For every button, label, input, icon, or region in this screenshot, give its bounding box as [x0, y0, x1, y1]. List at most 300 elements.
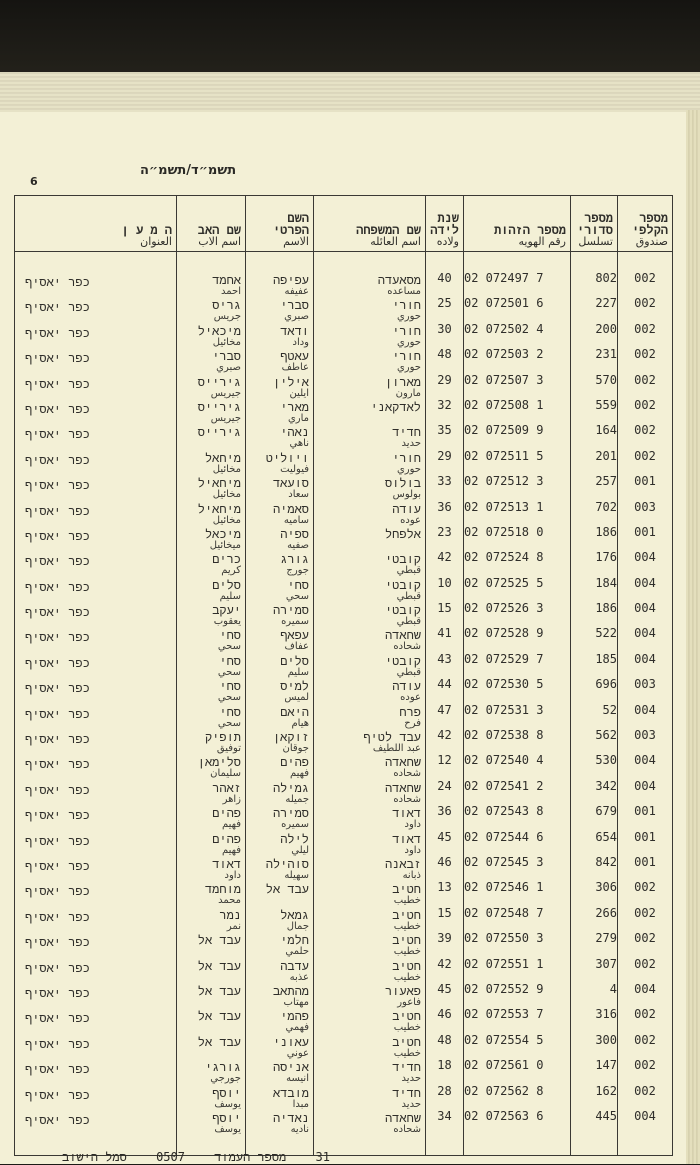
footer-column-label: מספר העמוד	[214, 1150, 287, 1164]
father-name-arabic: سليمان	[210, 768, 241, 780]
column-header-id	[464, 196, 571, 252]
first-name-cell	[246, 1008, 314, 1033]
table-row	[15, 577, 673, 602]
first-name-cell	[246, 983, 314, 1008]
birth-year-cell: 41	[426, 627, 464, 652]
address-cell	[15, 983, 177, 1008]
address-cell	[15, 501, 177, 526]
father-name-cell	[177, 475, 246, 500]
father-name-cell	[177, 424, 246, 449]
birth-year-cell: 36	[426, 805, 464, 830]
empty-cell	[426, 1135, 464, 1156]
family-name-cell	[314, 881, 426, 906]
father-name-hebrew: יוסף	[212, 1110, 241, 1125]
father-name-arabic: صبري	[216, 362, 241, 374]
father-name-cell	[177, 1059, 246, 1084]
family-name-cell	[314, 1008, 426, 1033]
father-name-hebrew: כרים	[212, 552, 241, 567]
address-cell	[15, 1008, 177, 1033]
table-row	[15, 932, 673, 957]
birth-year-cell: 48	[426, 348, 464, 373]
family-name-arabic: خطيب	[393, 971, 421, 983]
first-name-arabic: وداد	[292, 336, 309, 348]
family-name-cell	[314, 551, 426, 576]
birth-year-cell: 25	[426, 297, 464, 322]
address-text: כפר יאסיף	[25, 1087, 90, 1102]
first-name-arabic: لميس	[284, 692, 309, 704]
father-name-hebrew: סחי	[219, 653, 241, 668]
first-name-arabic: ناهي	[289, 438, 309, 450]
family-name-cell	[314, 754, 426, 779]
ballot-cell: 002	[618, 374, 673, 399]
id-number-cell: 02 072529 7	[464, 653, 571, 678]
family-name-cell	[314, 399, 426, 424]
birth-year-cell: 43	[426, 653, 464, 678]
address-cell	[15, 526, 177, 551]
address-text: כפר יאסיף	[25, 1036, 90, 1051]
table-row	[15, 704, 673, 729]
father-name-cell	[177, 780, 246, 805]
first-name-hebrew: לילה	[280, 831, 309, 846]
table-row	[15, 374, 673, 399]
birth-year-cell: 15	[426, 907, 464, 932]
first-name-hebrew: עאטף	[280, 349, 309, 364]
father-name-cell	[177, 983, 246, 1008]
address-cell	[15, 704, 177, 729]
id-number-cell: 02 072528 9	[464, 627, 571, 652]
father-name-cell	[177, 729, 246, 754]
address-cell	[15, 374, 177, 399]
family-name-arabic: حوري	[396, 463, 421, 475]
table-row	[15, 831, 673, 856]
first-name-arabic: صفيه	[287, 539, 309, 551]
father-name-cell	[177, 323, 246, 348]
family-name-cell	[314, 1110, 426, 1135]
first-name-cell	[246, 272, 314, 297]
father-name-cell	[177, 881, 246, 906]
serial-cell: 562	[571, 729, 618, 754]
serial-cell: 186	[571, 602, 618, 627]
column-header-arabic: تسلسل	[578, 235, 613, 248]
serial-cell: 201	[571, 450, 618, 475]
father-name-hebrew: גירייס	[197, 374, 241, 389]
first-name-arabic: مبدا	[292, 1098, 309, 1110]
table-row	[15, 856, 673, 881]
address-cell	[15, 1085, 177, 1110]
first-name-cell	[246, 526, 314, 551]
id-number-cell: 02 072530 5	[464, 678, 571, 703]
address-cell	[15, 627, 177, 652]
first-name-cell	[246, 729, 314, 754]
address-text: כפר יאסיף	[25, 985, 90, 1000]
father-name-cell	[177, 754, 246, 779]
address-cell	[15, 958, 177, 983]
address-cell	[15, 272, 177, 297]
serial-cell: 307	[571, 958, 618, 983]
first-name-hebrew: סחי	[287, 577, 309, 592]
father-name-hebrew: פהים	[212, 831, 241, 846]
first-name-cell	[246, 653, 314, 678]
address-text: כפר יאסיף	[25, 376, 90, 391]
id-number-cell: 02 072548 7	[464, 907, 571, 932]
family-name-arabic: عوده	[400, 514, 421, 526]
id-number-cell: 02 072550 3	[464, 932, 571, 957]
father-name-hebrew: דאוד	[212, 856, 241, 871]
column-header-hebrew: שם האב	[197, 223, 241, 237]
serial-cell: 342	[571, 780, 618, 805]
address-cell	[15, 475, 177, 500]
father-name-hebrew: פהים	[212, 806, 241, 821]
serial-cell: 842	[571, 856, 618, 881]
birth-year-cell: 33	[426, 475, 464, 500]
father-name-cell	[177, 932, 246, 957]
birth-year-cell: 42	[426, 958, 464, 983]
address-text: כפר יאסיף	[25, 554, 90, 569]
empty-cell	[618, 1135, 673, 1156]
father-name-arabic: مخائيل	[212, 514, 241, 526]
column-header-arabic: صندوق	[635, 235, 668, 248]
ballot-cell: 004	[618, 551, 673, 576]
address-cell	[15, 881, 177, 906]
father-name-hebrew: תופיק	[204, 730, 241, 745]
address-text: כפר יאסיף	[25, 655, 90, 670]
first-name-hebrew: עבד אל	[265, 882, 309, 897]
father-name-arabic: نمر	[226, 920, 241, 932]
ballot-cell: 002	[618, 1085, 673, 1110]
first-name-arabic: سهيله	[284, 869, 309, 881]
address-cell	[15, 856, 177, 881]
ballot-cell: 002	[618, 932, 673, 957]
address-text: כפר יאסיף	[25, 757, 90, 772]
id-number-cell: 02 072538 8	[464, 729, 571, 754]
father-name-hebrew: גורגי	[204, 1060, 241, 1075]
ballot-cell: 002	[618, 1034, 673, 1059]
first-name-arabic: ساميه	[283, 514, 309, 526]
father-name-cell	[177, 805, 246, 830]
family-name-hebrew: חטיב	[392, 1034, 421, 1049]
father-name-hebrew: אחמד	[212, 273, 241, 287]
address-text: כפר יאסיף	[25, 478, 90, 493]
first-name-arabic: جوقان	[282, 743, 309, 755]
serial-cell: 200	[571, 323, 618, 348]
address-cell	[15, 678, 177, 703]
birth-year-cell: 32	[426, 399, 464, 424]
first-name-arabic: ماري	[287, 412, 309, 424]
father-name-arabic: سحي	[217, 692, 241, 704]
first-name-arabic: عفاف	[284, 641, 309, 653]
column-header-arabic: رقم الهويه	[518, 235, 566, 248]
father-name-arabic: توفيق	[216, 743, 241, 755]
address-cell	[15, 450, 177, 475]
id-number-cell: 02 072551 1	[464, 958, 571, 983]
birth-year-cell: 34	[426, 1110, 464, 1135]
family-name-hebrew: עבד לטיף	[363, 730, 421, 745]
column-header-ballot	[618, 196, 673, 252]
family-name-cell	[314, 602, 426, 627]
father-name-arabic: يوسف	[214, 1098, 241, 1110]
first-name-arabic: هيام	[291, 717, 309, 729]
father-name-arabic: مخائيل	[212, 489, 241, 501]
father-name-cell	[177, 907, 246, 932]
empty-cell	[314, 1135, 426, 1156]
family-name-cell	[314, 704, 426, 729]
table-row	[15, 526, 673, 551]
father-name-arabic: كريم	[221, 565, 241, 577]
column-header-father	[177, 196, 246, 252]
first-name-arabic: فيوليت	[280, 463, 309, 475]
father-name-cell	[177, 551, 246, 576]
first-name-cell	[246, 831, 314, 856]
ballot-cell: 004	[618, 754, 673, 779]
address-cell	[15, 754, 177, 779]
column-header-arabic: العنوان	[140, 235, 172, 248]
ballot-cell: 004	[618, 1110, 673, 1135]
address-cell	[15, 932, 177, 957]
family-name-cell	[314, 501, 426, 526]
serial-cell: 679	[571, 805, 618, 830]
father-name-arabic: مخائيل	[212, 336, 241, 348]
first-name-hebrew: ספיה	[280, 526, 309, 541]
ballot-cell: 002	[618, 323, 673, 348]
father-name-arabic: سليم	[219, 590, 241, 602]
family-name-cell	[314, 323, 426, 348]
family-name-hebrew: עודה	[392, 501, 421, 516]
id-number-cell: 02 072554 5	[464, 1034, 571, 1059]
serial-cell: 162	[571, 1085, 618, 1110]
father-name-arabic: زاهر	[222, 793, 241, 805]
first-name-cell	[246, 1034, 314, 1059]
family-name-arabic: قبطي	[396, 590, 421, 602]
family-name-cell	[314, 678, 426, 703]
family-name-arabic: خطيب	[393, 1022, 421, 1034]
family-name-cell	[314, 780, 426, 805]
family-name-cell	[314, 1085, 426, 1110]
family-name-hebrew: חורי	[392, 298, 421, 313]
table-row	[15, 881, 673, 906]
family-name-cell	[314, 627, 426, 652]
first-name-arabic: سعاد	[288, 489, 309, 501]
first-name-cell	[246, 856, 314, 881]
address-text: כפר יאסיף	[25, 630, 90, 645]
serial-cell: 300	[571, 1034, 618, 1059]
birth-year-cell: 46	[426, 856, 464, 881]
father-name-cell	[177, 831, 246, 856]
id-number-cell: 02 072497 7	[464, 272, 571, 297]
page-title: תשמ״ד/תשמ״ה	[140, 163, 237, 178]
family-name-hebrew: פאעור	[384, 983, 421, 998]
serial-cell: 802	[571, 272, 618, 297]
address-text: כפר יאסיף	[25, 884, 90, 899]
family-name-hebrew: חטיב	[392, 958, 421, 973]
address-text: כפר יאסיף	[25, 579, 90, 594]
first-name-cell	[246, 475, 314, 500]
first-name-arabic: حلمي	[285, 946, 309, 958]
id-number-cell: 02 072540 4	[464, 754, 571, 779]
first-name-hebrew: גמאל	[280, 907, 309, 922]
serial-cell: 306	[571, 881, 618, 906]
serial-cell: 231	[571, 348, 618, 373]
table-row	[15, 501, 673, 526]
first-name-hebrew: מהתאב	[272, 983, 309, 998]
address-text: כפר יאסיף	[25, 732, 90, 747]
serial-cell: 530	[571, 754, 618, 779]
family-name-cell	[314, 450, 426, 475]
family-name-cell	[314, 831, 426, 856]
column-header-first	[246, 196, 314, 252]
book-page-edge	[686, 110, 700, 1164]
first-name-cell	[246, 881, 314, 906]
ballot-cell: 004	[618, 983, 673, 1008]
column-header-hebrew: מספר סדורי	[576, 211, 613, 237]
address-cell	[15, 780, 177, 805]
address-text: כפר יאסיף	[25, 503, 90, 518]
table-row	[15, 551, 673, 576]
address-text: כפר יאסיף	[25, 909, 90, 924]
father-name-arabic: جورجي	[210, 1073, 241, 1085]
father-name-hebrew: עבד אל	[197, 933, 241, 948]
first-name-cell	[246, 780, 314, 805]
father-name-cell	[177, 653, 246, 678]
ballot-cell: 003	[618, 729, 673, 754]
family-name-arabic: شحاده	[393, 793, 421, 805]
family-name-arabic: حديد	[401, 438, 421, 450]
first-name-hebrew: סמירה	[272, 806, 309, 821]
ballot-cell: 004	[618, 627, 673, 652]
father-name-hebrew: יוסף	[212, 1085, 241, 1100]
column-header-hebrew: שנת לידה	[430, 211, 459, 237]
serial-cell: 4	[571, 983, 618, 1008]
id-number-cell: 02 072563 6	[464, 1110, 571, 1135]
family-name-cell	[314, 983, 426, 1008]
family-name-arabic: مارون	[395, 387, 421, 399]
family-name-cell	[314, 526, 426, 551]
first-name-hebrew: חלמי	[280, 933, 309, 948]
family-name-arabic: حديد	[401, 1073, 421, 1085]
column-header-family	[314, 196, 426, 252]
family-name-hebrew: בולוס	[384, 476, 421, 491]
family-name-cell	[314, 475, 426, 500]
table-row	[15, 805, 673, 830]
family-name-arabic: داود	[404, 819, 421, 831]
serial-cell: 654	[571, 831, 618, 856]
address-cell	[15, 1110, 177, 1135]
address-cell	[15, 1059, 177, 1084]
serial-cell: 522	[571, 627, 618, 652]
father-name-hebrew: עבד אל	[197, 1009, 241, 1024]
id-number-cell: 02 072513 1	[464, 501, 571, 526]
first-name-cell	[246, 1110, 314, 1135]
first-name-hebrew: ויוליט	[265, 450, 309, 465]
table-row	[15, 1008, 673, 1033]
id-number-cell: 02 072524 8	[464, 551, 571, 576]
ballot-cell: 002	[618, 399, 673, 424]
father-name-cell	[177, 399, 246, 424]
serial-cell: 696	[571, 678, 618, 703]
serial-cell: 266	[571, 907, 618, 932]
id-number-cell: 02 072553 7	[464, 1008, 571, 1033]
serial-cell: 184	[571, 577, 618, 602]
family-name-cell	[314, 958, 426, 983]
father-name-hebrew: עבד אל	[197, 1034, 241, 1049]
family-name-hebrew: זבאנה	[384, 856, 421, 871]
family-name-cell	[314, 1034, 426, 1059]
father-name-hebrew: סלים	[212, 577, 241, 592]
first-name-cell	[246, 678, 314, 703]
birth-year-cell: 45	[426, 983, 464, 1008]
family-name-cell	[314, 348, 426, 373]
ballot-cell: 002	[618, 907, 673, 932]
father-name-hebrew: זאהר	[212, 780, 241, 795]
first-name-cell	[246, 627, 314, 652]
id-number-cell: 02 072512 3	[464, 475, 571, 500]
table-row	[15, 297, 673, 322]
serial-cell: 52	[571, 704, 618, 729]
id-number-cell: 02 072545 3	[464, 856, 571, 881]
birth-year-cell: 28	[426, 1085, 464, 1110]
table-row	[15, 323, 673, 348]
address-text: כפר יאסיף	[25, 833, 90, 848]
id-number-cell: 02 072511 5	[464, 450, 571, 475]
address-text: כפר יאסיף	[25, 808, 90, 823]
column-header-arabic: الاسم	[283, 235, 309, 248]
family-name-cell	[314, 577, 426, 602]
table-row	[15, 754, 673, 779]
address-text: כפר יאסיף	[25, 706, 90, 721]
table-row	[15, 1034, 673, 1059]
family-name-hebrew: חטיב	[392, 933, 421, 948]
id-number-cell: 02 072531 3	[464, 704, 571, 729]
father-name-cell	[177, 526, 246, 551]
id-number-cell: 02 072509 9	[464, 424, 571, 449]
id-number-cell: 02 072561 0	[464, 1059, 571, 1084]
family-name-hebrew: קובטי	[384, 653, 421, 668]
father-name-cell	[177, 1085, 246, 1110]
table-row	[15, 424, 673, 449]
birth-year-cell: 29	[426, 374, 464, 399]
id-number-cell: 02 072562 8	[464, 1085, 571, 1110]
address-text: כפר יאסיף	[25, 935, 90, 950]
address-text: כפר יאסיף	[25, 427, 90, 442]
first-name-arabic: جورج	[286, 565, 309, 577]
ballot-cell: 004	[618, 602, 673, 627]
ballot-cell: 002	[618, 348, 673, 373]
family-name-hebrew: לאדקאני	[370, 399, 421, 414]
birth-year-cell: 13	[426, 881, 464, 906]
first-name-arabic: صبري	[284, 311, 309, 323]
ballot-cell: 001	[618, 475, 673, 500]
first-name-hebrew: זוקאן	[272, 730, 309, 745]
family-name-hebrew: עודה	[392, 679, 421, 694]
ballot-cell: 002	[618, 272, 673, 297]
father-name-cell	[177, 1034, 246, 1059]
family-name-cell	[314, 653, 426, 678]
birth-year-cell: 46	[426, 1008, 464, 1033]
first-name-hebrew: סועאד	[272, 476, 309, 491]
first-name-arabic: سليم	[287, 666, 309, 678]
birth-year-cell: 15	[426, 602, 464, 627]
ballot-cell: 002	[618, 424, 673, 449]
first-name-arabic: مهتاب	[283, 996, 309, 1008]
father-name-cell	[177, 704, 246, 729]
father-name-hebrew: מיחאיל	[197, 476, 241, 491]
first-name-cell	[246, 958, 314, 983]
first-name-arabic: ناديه	[290, 1123, 309, 1135]
father-name-cell	[177, 678, 246, 703]
family-name-arabic: خطيب	[393, 920, 421, 932]
father-name-hebrew: סחי	[219, 704, 241, 719]
birth-year-cell: 10	[426, 577, 464, 602]
serial-cell: 559	[571, 399, 618, 424]
